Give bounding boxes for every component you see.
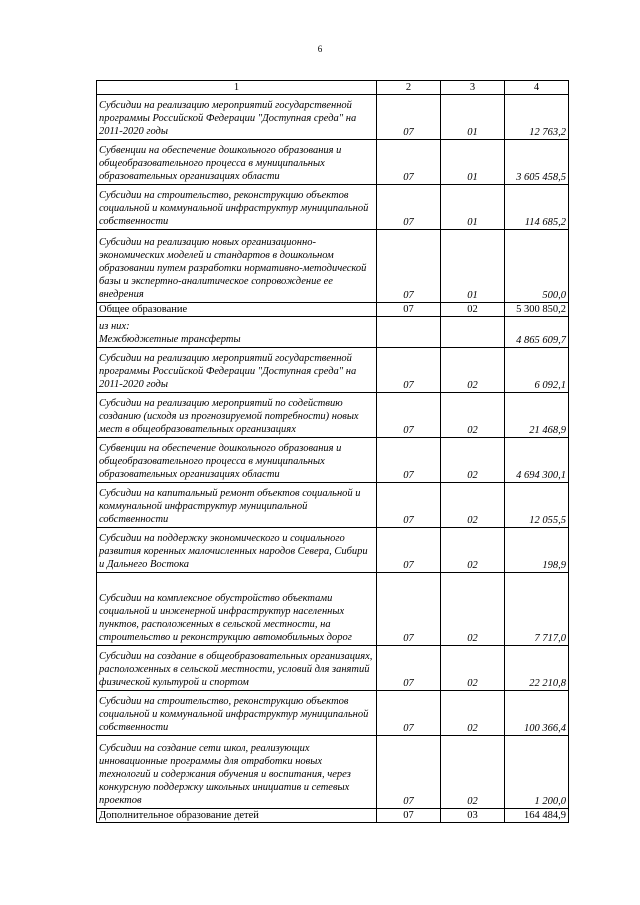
row-pr-cell: 02: [441, 528, 505, 573]
row-rz-cell: 07: [377, 736, 441, 809]
row-amount-cell: 4 865 609,7: [505, 317, 569, 348]
header-col-3: 3: [441, 81, 505, 95]
row-pr-cell: 02: [441, 348, 505, 393]
row-rz-cell: 07: [377, 140, 441, 185]
row-rz-cell: 07: [377, 230, 441, 303]
row-name-cell: Субсидии на создание в общеобразовательных организациях, расположенных в сельской местности, условий для занятий физической культурой и спортом: [97, 646, 377, 691]
row-name-cell: из них: Межбюджетные трансферты: [97, 317, 377, 348]
row-rz-cell: 07: [377, 438, 441, 483]
row-rz-cell: 07: [377, 393, 441, 438]
table-row: [97, 573, 569, 646]
row-name-cell: Субвенции на обеспечение дошкольного образования и общеобразовательного процесса в муниципальных образовательных организациях области: [97, 140, 377, 185]
table-row: [97, 140, 569, 185]
row-pr-cell: 02: [441, 303, 505, 317]
header-col-4: 4: [505, 81, 569, 95]
row-pr-cell: 01: [441, 95, 505, 140]
row-pr-cell: 01: [441, 185, 505, 230]
row-pr-cell: 01: [441, 140, 505, 185]
table-row: [97, 95, 569, 140]
header-col-2: 2: [377, 81, 441, 95]
table-row: [97, 393, 569, 438]
row-pr-cell: 02: [441, 573, 505, 646]
table-row: [97, 483, 569, 528]
row-rz-cell: 07: [377, 185, 441, 230]
row-name-cell: Субсидии на строительство, реконструкцию объектов социальной и коммунальной инфраструктур муниципальной собственности: [97, 185, 377, 230]
table-row: [97, 528, 569, 573]
table-row: [97, 691, 569, 736]
row-amount-cell: 6 092,1: [505, 348, 569, 393]
budget-table: [96, 80, 569, 823]
row-name-cell: Общее образование: [97, 303, 377, 317]
row-pr-cell: 02: [441, 483, 505, 528]
row-name-cell: Субсидии на реализацию мероприятий по содействию созданию (исходя из прогнозируемой потребности) новых мест в общеобразовательных организациях: [97, 393, 377, 438]
row-amount-cell: 12 763,2: [505, 95, 569, 140]
row-amount-cell: 7 717,0: [505, 573, 569, 646]
row-rz-cell: 07: [377, 528, 441, 573]
row-pr-cell: 02: [441, 438, 505, 483]
row-name-cell: Субсидии на капитальный ремонт объектов социальной и коммунальной инфраструктур муниципальной собственности: [97, 483, 377, 528]
row-pr-cell: 02: [441, 691, 505, 736]
row-amount-cell: 1 200,0: [505, 736, 569, 809]
row-pr-cell: 01: [441, 230, 505, 303]
table-header-row: [97, 81, 569, 95]
row-pr-cell: [441, 317, 505, 348]
table-row: [97, 317, 569, 348]
row-amount-cell: 4 694 300,1: [505, 438, 569, 483]
row-amount-cell: 5 300 850,2: [505, 303, 569, 317]
row-amount-cell: 100 366,4: [505, 691, 569, 736]
row-amount-cell: 3 605 458,5: [505, 140, 569, 185]
table-row: [97, 736, 569, 809]
row-rz-cell: 07: [377, 809, 441, 823]
table-row: [97, 185, 569, 230]
row-amount-cell: 21 468,9: [505, 393, 569, 438]
row-name-cell: Субвенции на обеспечение дошкольного образования и общеобразовательного процесса в муниципальных образовательных организациях области: [97, 438, 377, 483]
row-rz-cell: [377, 317, 441, 348]
table-row: [97, 230, 569, 303]
row-rz-cell: 07: [377, 95, 441, 140]
row-name-cell: Субсидии на комплексное обустройство объектами социальной и инженерной инфраструктур населенных пунктов, расположенных в сельской местности, на строительство и реконструкцию автомобильных дорог: [97, 573, 377, 646]
row-name-cell: Субсидии на реализацию мероприятий государственной программы Российской Федерации "Доступная среда" на 2011-2020 годы: [97, 348, 377, 393]
row-rz-cell: 07: [377, 303, 441, 317]
table-row: [97, 646, 569, 691]
row-rz-cell: 07: [377, 691, 441, 736]
row-amount-cell: 198,9: [505, 528, 569, 573]
row-name-cell: Субсидии на поддержку экономического и социального развития коренных малочисленных народов Севера, Сибири и Дальнего Востока: [97, 528, 377, 573]
row-pr-cell: 03: [441, 809, 505, 823]
row-amount-cell: 114 685,2: [505, 185, 569, 230]
row-name-cell: Субсидии на реализацию мероприятий государственной программы Российской Федерации "Доступная среда" на 2011-2020 годы: [97, 95, 377, 140]
row-pr-cell: 02: [441, 393, 505, 438]
row-rz-cell: 07: [377, 646, 441, 691]
page-number: 6: [317, 44, 323, 54]
row-rz-cell: 07: [377, 483, 441, 528]
row-amount-cell: 164 484,9: [505, 809, 569, 823]
section-row: [97, 303, 569, 317]
table-row: [97, 438, 569, 483]
table-row: [97, 348, 569, 393]
row-pr-cell: 02: [441, 736, 505, 809]
header-col-1: 1: [97, 81, 377, 95]
row-amount-cell: 12 055,5: [505, 483, 569, 528]
row-amount-cell: 500,0: [505, 230, 569, 303]
row-name-cell: Дополнительное образование детей: [97, 809, 377, 823]
row-amount-cell: 22 210,8: [505, 646, 569, 691]
row-name-cell: Субсидии на реализацию новых организационно-экономических моделей и стандартов в дошкольном образовании путем разработки нормативно-методической базы и экспертно-аналитическое сопровождение ее внедрения: [97, 230, 377, 303]
row-name-cell: Субсидии на создание сети школ, реализующих инновационные программы для отработки новых технологий и содержания обучения и воспитания, через конкурсную поддержку школьных инициатив и сетевых проектов: [97, 736, 377, 809]
row-rz-cell: 07: [377, 573, 441, 646]
row-name-cell: Субсидии на строительство, реконструкцию объектов социальной и коммунальной инфраструктур муниципальной собственности: [97, 691, 377, 736]
row-pr-cell: 02: [441, 646, 505, 691]
section-row: [97, 809, 569, 823]
row-rz-cell: 07: [377, 348, 441, 393]
